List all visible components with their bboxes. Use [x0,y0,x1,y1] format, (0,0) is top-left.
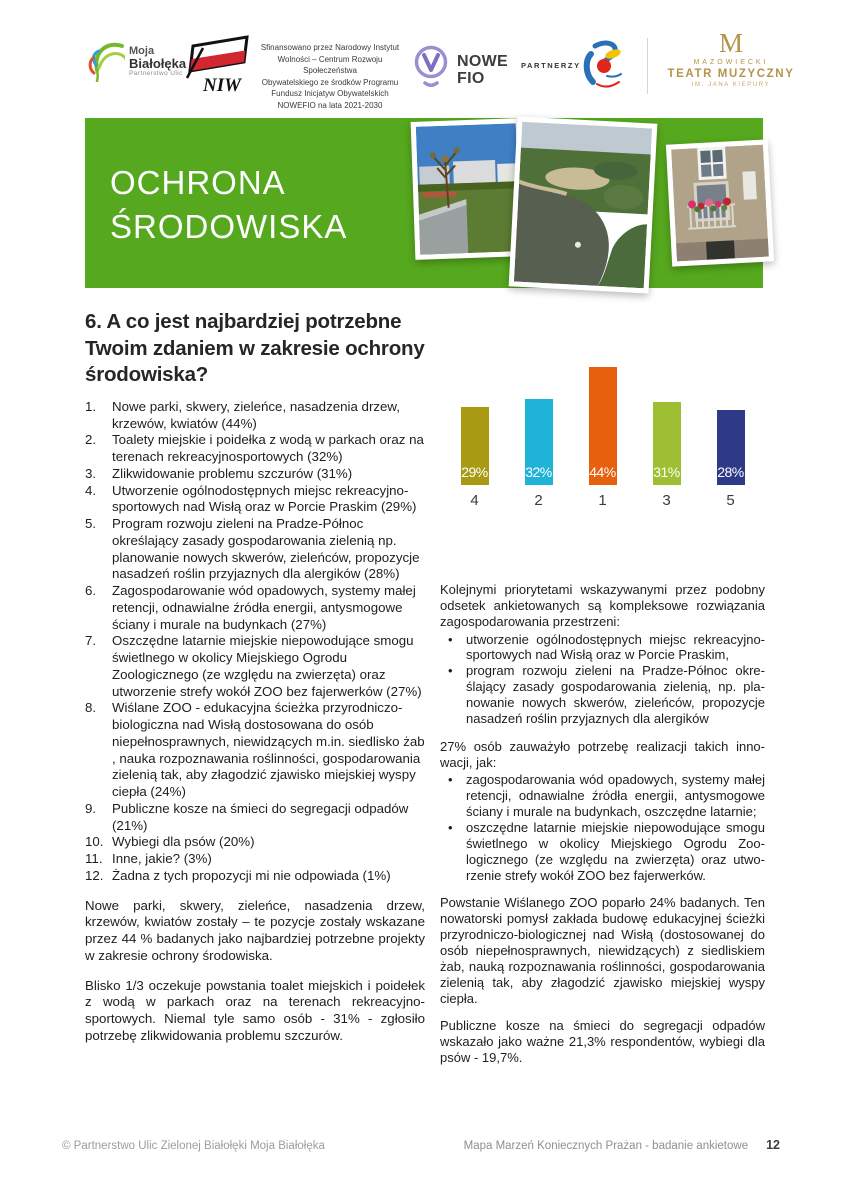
list-item: Oszczędne latarnie miejskie niepowodujące smogu świetlnego w okolicy Miejskiego Ogrodu Zoologicznego (ze względu na zwierzęta) oraz utworzenie strefy wokół ZOO bez fajerwerków (27%) [112,633,422,699]
list-item: Zlikwidowanie problemu szczurów (31%) [112,465,353,481]
bar [525,399,553,485]
funding-line: Sfinansowano przez Narodowy Instytut [260,43,400,52]
nowe-label: NOWE [457,53,508,71]
bullet-item: • utworzenie ogólnodostępnych miejsc rekreacyjno-sportowych nad Wisłą oraz w Porcie Praskim, [440,632,765,664]
section-title-line1: OCHRONA [110,164,286,201]
list-item: Program rozwoju zieleni na Pradze-Północ określający zasady gospodarowania zielenią np. planowanie nowych skwerów, zieleńców, propozycje nasadzeń roślin przyjaznych dla alergików (28%) [112,516,420,582]
theater-line2: TEATR MUZYCZNY [667,68,795,80]
bar-category-label: 1 [598,492,607,509]
left-column [85,303,425,1066]
fio-label: FIO [457,69,485,87]
mazowiecki-teatr-logo [665,30,797,88]
bar-column [461,407,489,509]
bar-chart [440,363,765,509]
header-divider [647,38,648,94]
bar-column [589,367,617,509]
theater-line1: MAZOWIECKI [693,59,769,66]
bar-value-label: 28% [717,464,744,480]
bar [717,410,745,485]
bullet-list [440,632,765,727]
funding-line: NOWEFIO na lata 2021-2030 [277,100,383,110]
bar-value-label: 32% [525,464,552,480]
moja-bialoleka-leaf-icon [85,36,125,87]
bar [461,407,489,485]
photo-balcony [666,139,774,266]
bar-value-label: 31% [653,464,680,480]
bar-value-label: 29% [461,464,488,480]
partners-label: PARTNERZY [521,61,581,70]
section-title-line2: ŚRODOWISKA [110,207,348,245]
paragraph: Nowe parki, skwery, zieleńce, nasadzenia drzew, krzewów, kwiatów zostały – te pozycje zostały wskazane przez 44 % badanych jako najbardziej potrzebne projekty w zakresie ochrony środowiska. [85,897,425,963]
paragraph: 27% osób zauważyło potrzebę realizacji takich innowacji, jak: [440,738,765,770]
footer-document-title: Mapa Marzeń Koniecznych Prażan - badanie ankietowe [463,1140,749,1152]
bullet-list [440,772,765,883]
paragraph: Publiczne kosze na śmieci do segregacji odpadów wskazało jako ważne 21,3% respondentów, wybiegi dla psów - 19,7%. [440,1018,765,1066]
list-item: Publiczne kosze na śmieci do segregacji odpadów (21%) [112,800,409,833]
list-item: Utworzenie ogólnodostępnych miejsc rekreacyjno-sportowych nad Wisłą oraz w Porcie Praskim (29%) [112,482,417,515]
bar [589,367,617,485]
answers-list [85,399,425,885]
niw-logo [177,34,257,101]
praga-polnoc-logo [577,38,635,101]
list-item: Toalety miejskie i poidełka z wodą w parkach oraz na terenach rekreacyjnosportowych (32%) [112,432,424,465]
list-item: Inne, jakie? (3%) [112,851,212,867]
photo-river [509,116,658,293]
bar-value-label: 44% [589,464,616,480]
moja-bialoleka-logo [85,36,186,87]
nowe-fio-bulb-icon [411,44,451,97]
bar [653,402,681,485]
bar-category-label: 2 [534,492,543,509]
list-item: Wiślane ZOO - edukacyjna ścieżka przyrodniczo-biologiczna nad Wisłą dostosowana do osób niepełnosprawnych, niewidzących m.in. siedlisko żab , nauka rozpoznawania roślinności, gospodarowania zielenią tak, aby złagodzić zjawisko miejskiej wyspy ciepła (24%) [112,700,425,800]
funding-line: Wolności – Centrum Rozwoju Społeczeństwa [277,54,383,76]
photo-park [411,118,526,260]
bar-category-label: 4 [470,492,479,509]
bullet-item: • zagospodarowania wód opadowych, systemy małej retencji, odnawialne źródła energii, antysmogowe ściany i murale na budynkach, oszczędne latarnie; [440,772,765,820]
right-column [440,303,765,1066]
moja-label: Moja [129,44,155,57]
header-logos-row [85,28,805,110]
bialoleka-label: Białołęka [129,56,187,72]
list-item: Zagospodarowanie wód opadowych, systemy małej retencji, odnawialne źródła energii, antysmogowe ściany i murale na budynkach (27%) [112,583,416,632]
footer-copyright: © Partnerstwo Ulic Zielonej Białołęki Moja Białołęka [62,1140,325,1152]
bar-column [717,410,745,509]
list-item: Wybiegi dla psów (20%) [112,834,255,850]
right-text-block [440,582,765,1066]
bullet-item: • program rozwoju zieleni na Pradze-Północ określający zasady gospodarowania zielenią, np. planowanie nowych skwerów, zieleńców, propozycje nasadzeń roślin przyjaznych dla alergików [440,663,765,726]
page-number: 12 [766,1138,780,1152]
list-item: Żadna z tych propozycji mi nie odpowiada (1%) [112,867,391,883]
paragraph: Kolejnymi priorytetami wskazywanymi przez podobny odsetek ankietowanych są kompleksowe rozwiązania zagospodarowania przestrzeni: [440,582,765,629]
niw-wordmark: NIW [203,75,242,96]
paragraph: Powstanie Wiślanego ZOO poparło 24% badanych. Ten nowatorski pomysł zakłada budowę edukacyjnej ścieżki przyrodniczo-biologicznej nad Wisłą (dostosowanej do osób niepełnosprawnych, niewidzących) z siedliskiem żab, nauką rozpoznawania roślinności, gospodarowania zielenią tak, aby złagodzić zjawisko miejskiej wyspy ciepła. [440,895,765,1006]
funding-statement [257,42,403,112]
nowe-fio-wordmark [457,54,508,87]
bar-column [653,402,681,509]
list-item: Nowe parki, skwery, zieleńce, nasadzenia drzew, krzewów, kwiatów (44%) [112,398,400,431]
section-banner [85,118,763,288]
theater-monogram: M [718,28,743,58]
bar-column [525,399,553,509]
bar-category-label: 5 [726,492,735,509]
content-columns [85,303,765,1066]
page-footer [62,1138,780,1152]
funding-line: Fundusz Inicjatyw Obywatelskich [271,89,389,99]
nowe-fio-logo [411,44,508,97]
bar-category-label: 3 [662,492,671,509]
partnerstwo-ulic-label: Partnerstwo Ulic [129,69,183,77]
question-title: 6. A co jest najbardziej potrzebne Twoim zdaniem w zakresie ochrony środowiska? [85,310,425,387]
bullet-item: • oszczędne latarnie miejskie niepowodujące smogu świetlnego w okolicy Miejskiego Ogrodu Zoologicznego (ze względu na zwierzęta) oraz utworzenie strefy wokół ZOO bez fajerwerków. [440,820,765,883]
funding-line: Obywatelskiego ze środków Programu [261,77,399,87]
theater-line3: IM. JANA KIEPURY [691,82,771,88]
section-title [110,161,347,249]
paragraph: Blisko 1/3 oczekuje powstania toalet miejskich i poidełek z wodą w parkach oraz na terenach rekreacyjno-sportowych. Niemal tyle samo osób - 31% - zgłosiło potrzebę zlikwidowania problemu szczurów. [85,977,425,1043]
footer-right [464,1138,780,1152]
